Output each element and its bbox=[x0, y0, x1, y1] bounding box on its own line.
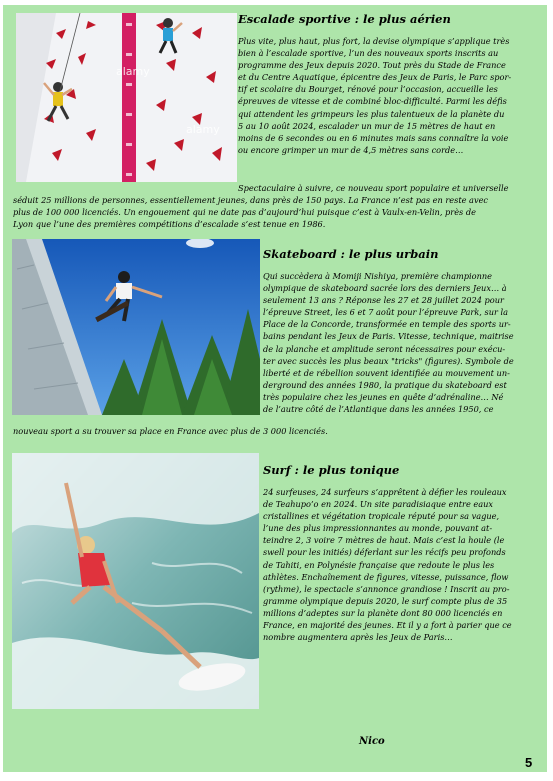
skateboard-text: Qui succèdera à Momiji Nishiya, première championne olympique de skateboard sacrée lors des derniers Jeux… à seulement 13 ans ? Réponse les 27 et 28 juillet 2024 pour l’épreuve Street, les 6 et 7 août pour l’épreuve Park, sur la Place de la Concorde, transformée en temple des sports ur- bains pendant les Jeux de Paris. Vitesse, technique, maitrise de la planche et amplitude seront nécessaires pour exécu- ter avec succès les plus beaux "tricks" (figures). Symbole de liberté et de rébellion souvent identifiée au mouvement un- derground des années 1980, la pratique du skateboard est très populaire chez les jeunes en quête d’adrénaline… Né de l’autre côté de l’Atlantique dans les années 1950, ce bbox=[263, 271, 514, 415]
author-signature: Nico bbox=[359, 736, 385, 747]
surf-text: 24 surfeuses, 24 surfeurs s’apprêtent à défier les rouleaux de Teahupo’o en 2024. Un site paradisiaque entre eaux cristallines et végétation tropicale réputé pour sa vague, l’une des plus impressionnantes au monde, pouvant at- teindre 2, 3 voire 7 mètres de haut. Mais c’est la houle (le swell pour les initiés) déferlant sur les récifs peu profonds de Tahiti, en Polynésie française que redoute le plus les athlètes. Enchaînement de figures, vitesse, puissance, flow (rythme), le spectacle s’annonce grandiose ! Inscrit au pro- gramme olympique depuis 2020, le surf compte plus de 35 millions d’adeptes sur la planète dont 80 000 licenciés en France, en majorité des jeunes. Et il y a fort à parier que ce nombre augmentera après les Jeux de Paris… bbox=[263, 487, 512, 643]
climbing-illustration bbox=[16, 13, 237, 182]
watermark-text: alamy bbox=[116, 65, 150, 78]
section-title-skateboard: Skateboard : le plus urbain bbox=[263, 247, 439, 261]
section-title-climbing: Escalade sportive : le plus aérien bbox=[238, 12, 451, 26]
skateboard-photo bbox=[12, 239, 260, 415]
surf-illustration bbox=[12, 453, 259, 709]
climbing-text: Plus vite, plus haut, plus fort, la devise olympique s’applique très bien à l’escalade sportive, l’un des nouveaux sports inscrits au programme des Jeux depuis 2020. Tout près du Stade de France et du Centre Aquatique, épicentre des Jeux de Paris, le Parc spor- tif et scolaire du Bourget, rénové pour l’occasion, accueille les épreuves de vitesse et de combiné bloc-difficulté. Parmi les défis qui attendent les grimpeurs les plus talentueux de la planète du 5 au 10 août 2024, escalader un mur de 15 mètres de haut en moins de 6 secondes ou en 6 minutes mais sans connaître la voie ou encore grimper un mur de 4,5 mètres sans corde… bbox=[238, 36, 512, 155]
climbing-text-full: Spectaculaire à suivre, ce nouveau sport populaire et universelle séduit 25 millions de personnes, essentiellement jeunes, dans près de 150 pays. La France n’est pas en reste avec plus de 100 000 licenciés. Un engouement qui ne date pas d’aujourd’hui puisque c’est à Vaulx-en-Velin, près de Lyon que l’une des premières compétitions d’escalade s’est tenue en 1986. bbox=[13, 183, 509, 230]
skateboard-illustration bbox=[12, 239, 260, 415]
page bbox=[3, 5, 547, 772]
climbing-wall-photo bbox=[16, 13, 237, 182]
skateboard-text-full: nouveau sport a su trouver sa place en France avec plus de 3 000 licenciés. bbox=[13, 426, 328, 436]
surf-photo bbox=[12, 453, 259, 709]
watermark-text: alamy bbox=[186, 123, 220, 136]
section-title-surf: Surf : le plus tonique bbox=[263, 463, 400, 477]
page-number: 5 bbox=[525, 755, 533, 770]
